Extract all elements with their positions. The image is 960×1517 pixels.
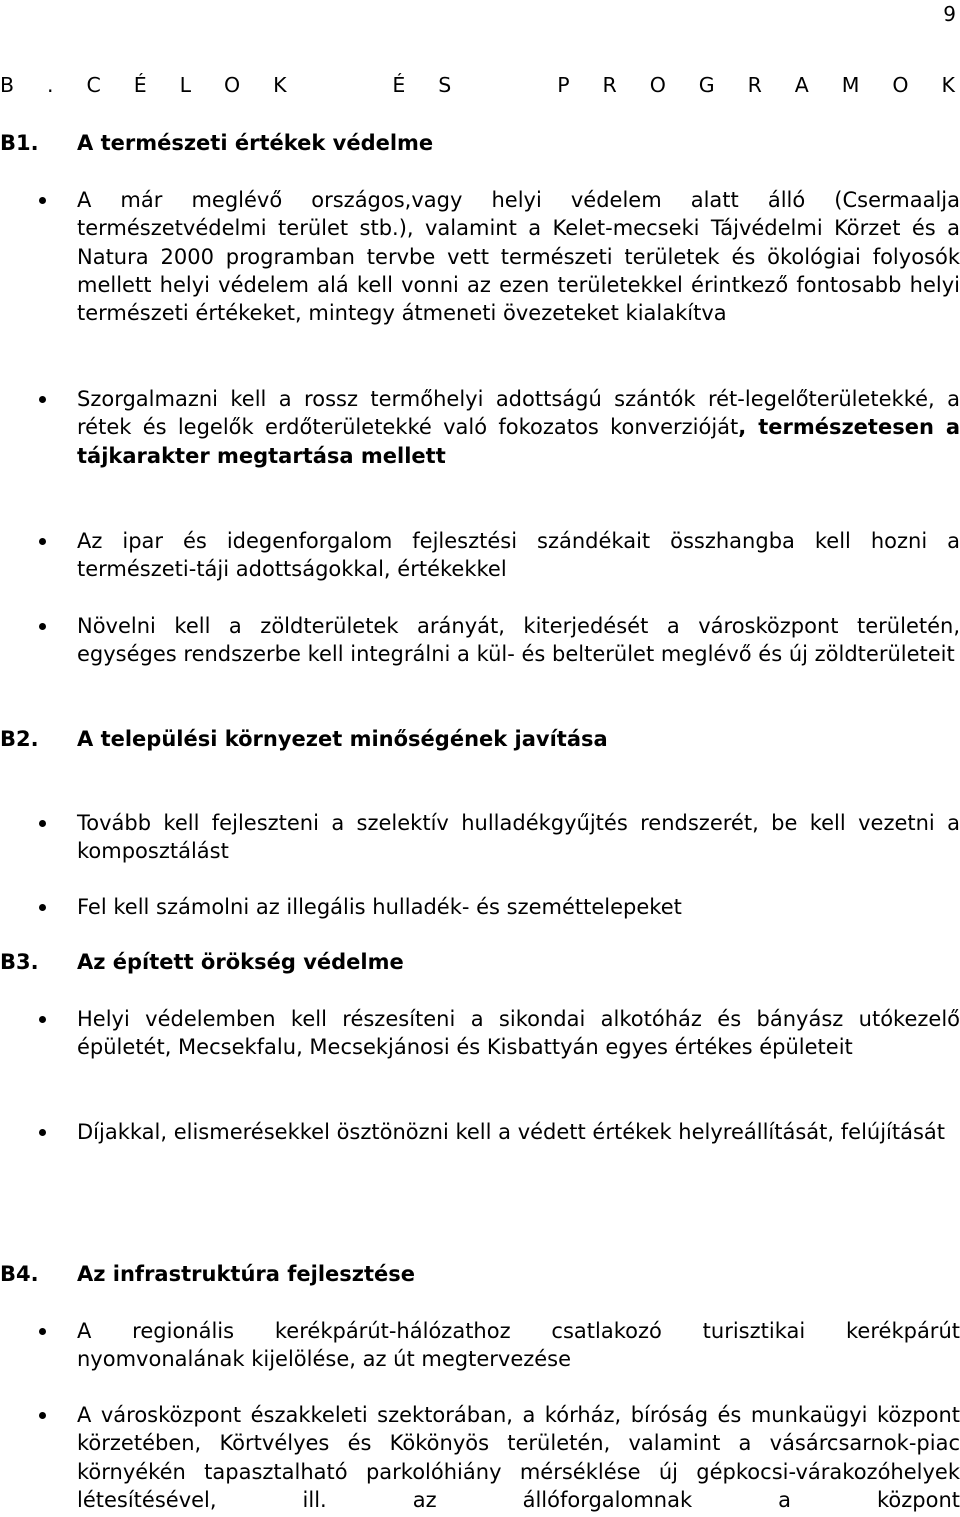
list-item: A városközpont északkeleti szektorában, a kórház, bíróság és munkaügyi központ körzetében, Körtvélyes és Kökönyös területén, valamint a vásárcsarnok-piac környékén tapasztalható parkolóhiány mérséklése új gépkocsi-várakozóhelyek létesítésével, ill. az állóforgalomnak a központ <box>77 1401 960 1514</box>
main-heading <box>0 73 955 97</box>
section-title: A természeti értékek védelme <box>77 131 434 155</box>
heading-letter: K <box>941 73 955 97</box>
heading-letter: R <box>602 73 617 97</box>
section-title: A települési környezet minőségének javítása <box>77 727 608 751</box>
list-item-emphasis: , természetesen a tájkarakter megtartása mellett <box>77 415 960 468</box>
heading-letter: É <box>133 73 147 97</box>
heading-letter: S <box>438 73 452 97</box>
heading-letter: K <box>273 73 287 97</box>
heading-letter: O <box>892 73 909 97</box>
heading-letter: O <box>224 73 241 97</box>
heading-letter: C <box>86 73 101 97</box>
heading-letter: . <box>47 73 54 97</box>
section-number: B2. <box>0 727 39 751</box>
list-item: Tovább kell fejleszteni a szelektív hulladékgyűjtés rendszerét, be kell vezetni a komposztálást <box>77 809 960 866</box>
list-item: Díjakkal, elismerésekkel ösztönözni kell a védett értékek helyreállítását, felújítását <box>77 1118 960 1146</box>
list-item: A regionális kerékpárút-hálózathoz csatlakozó turisztikai kerékpárút nyomvonalának kijelölése, az út megtervezése <box>77 1317 960 1374</box>
heading-letter: O <box>649 73 666 97</box>
section-title: Az infrastruktúra fejlesztése <box>77 1262 415 1286</box>
list-item-text: Szorgalmazni kell a rossz termőhelyi adottságú szántók rét-legelőterületekké, a rétek és legelők erdőterületekké való fokozatos konverzióját <box>77 387 960 440</box>
list-item: Helyi védelemben kell részesíteni a sikondai alkotóház és bányász utókezelő épületét, Mecsekfalu, Mecsekjánosi és Kisbattyán egyes értékes épületeit <box>77 1005 960 1062</box>
list-item: Fel kell számolni az illegális hulladék- és szeméttelepeket <box>77 893 960 921</box>
heading-letter: É <box>392 73 406 97</box>
list-item <box>77 385 960 470</box>
list-item: Az ipar és idegenforgalom fejlesztési szándékait összhangba kell hozni a természeti-táji adottságokkal, értékekkel <box>77 527 960 584</box>
heading-letter: A <box>794 73 809 97</box>
list-item: A már meglévő országos,vagy helyi védelem alatt álló (Csermaalja természetvédelmi terület stb.), valamint a Kelet-mecseki Tájvédelmi Körzet és a Natura 2000 programban tervbe vett természeti területek és ökológiai folyosók mellett helyi védelem alá kell vonni az ezen területekkel érintkező fontosabb helyi természeti értékeket, mintegy átmeneti övezeteket kialakítva <box>77 186 960 327</box>
section-number: B3. <box>0 950 39 974</box>
heading-letter: L <box>179 73 192 97</box>
heading-letter: B <box>0 73 15 97</box>
section-number: B1. <box>0 131 39 155</box>
heading-letter: P <box>557 73 570 97</box>
heading-letter: G <box>698 73 715 97</box>
section-title: Az épített örökség védelme <box>77 950 404 974</box>
heading-letter: M <box>841 73 860 97</box>
section-number: B4. <box>0 1262 39 1286</box>
page-number: 9 <box>943 2 956 26</box>
heading-letter: R <box>747 73 762 97</box>
list-item: Növelni kell a zöldterületek arányát, kiterjedését a városközpont területén, egységes rendszerbe kell integrálni a kül- és belterület meglévő és új zöldterületeit <box>77 612 960 669</box>
